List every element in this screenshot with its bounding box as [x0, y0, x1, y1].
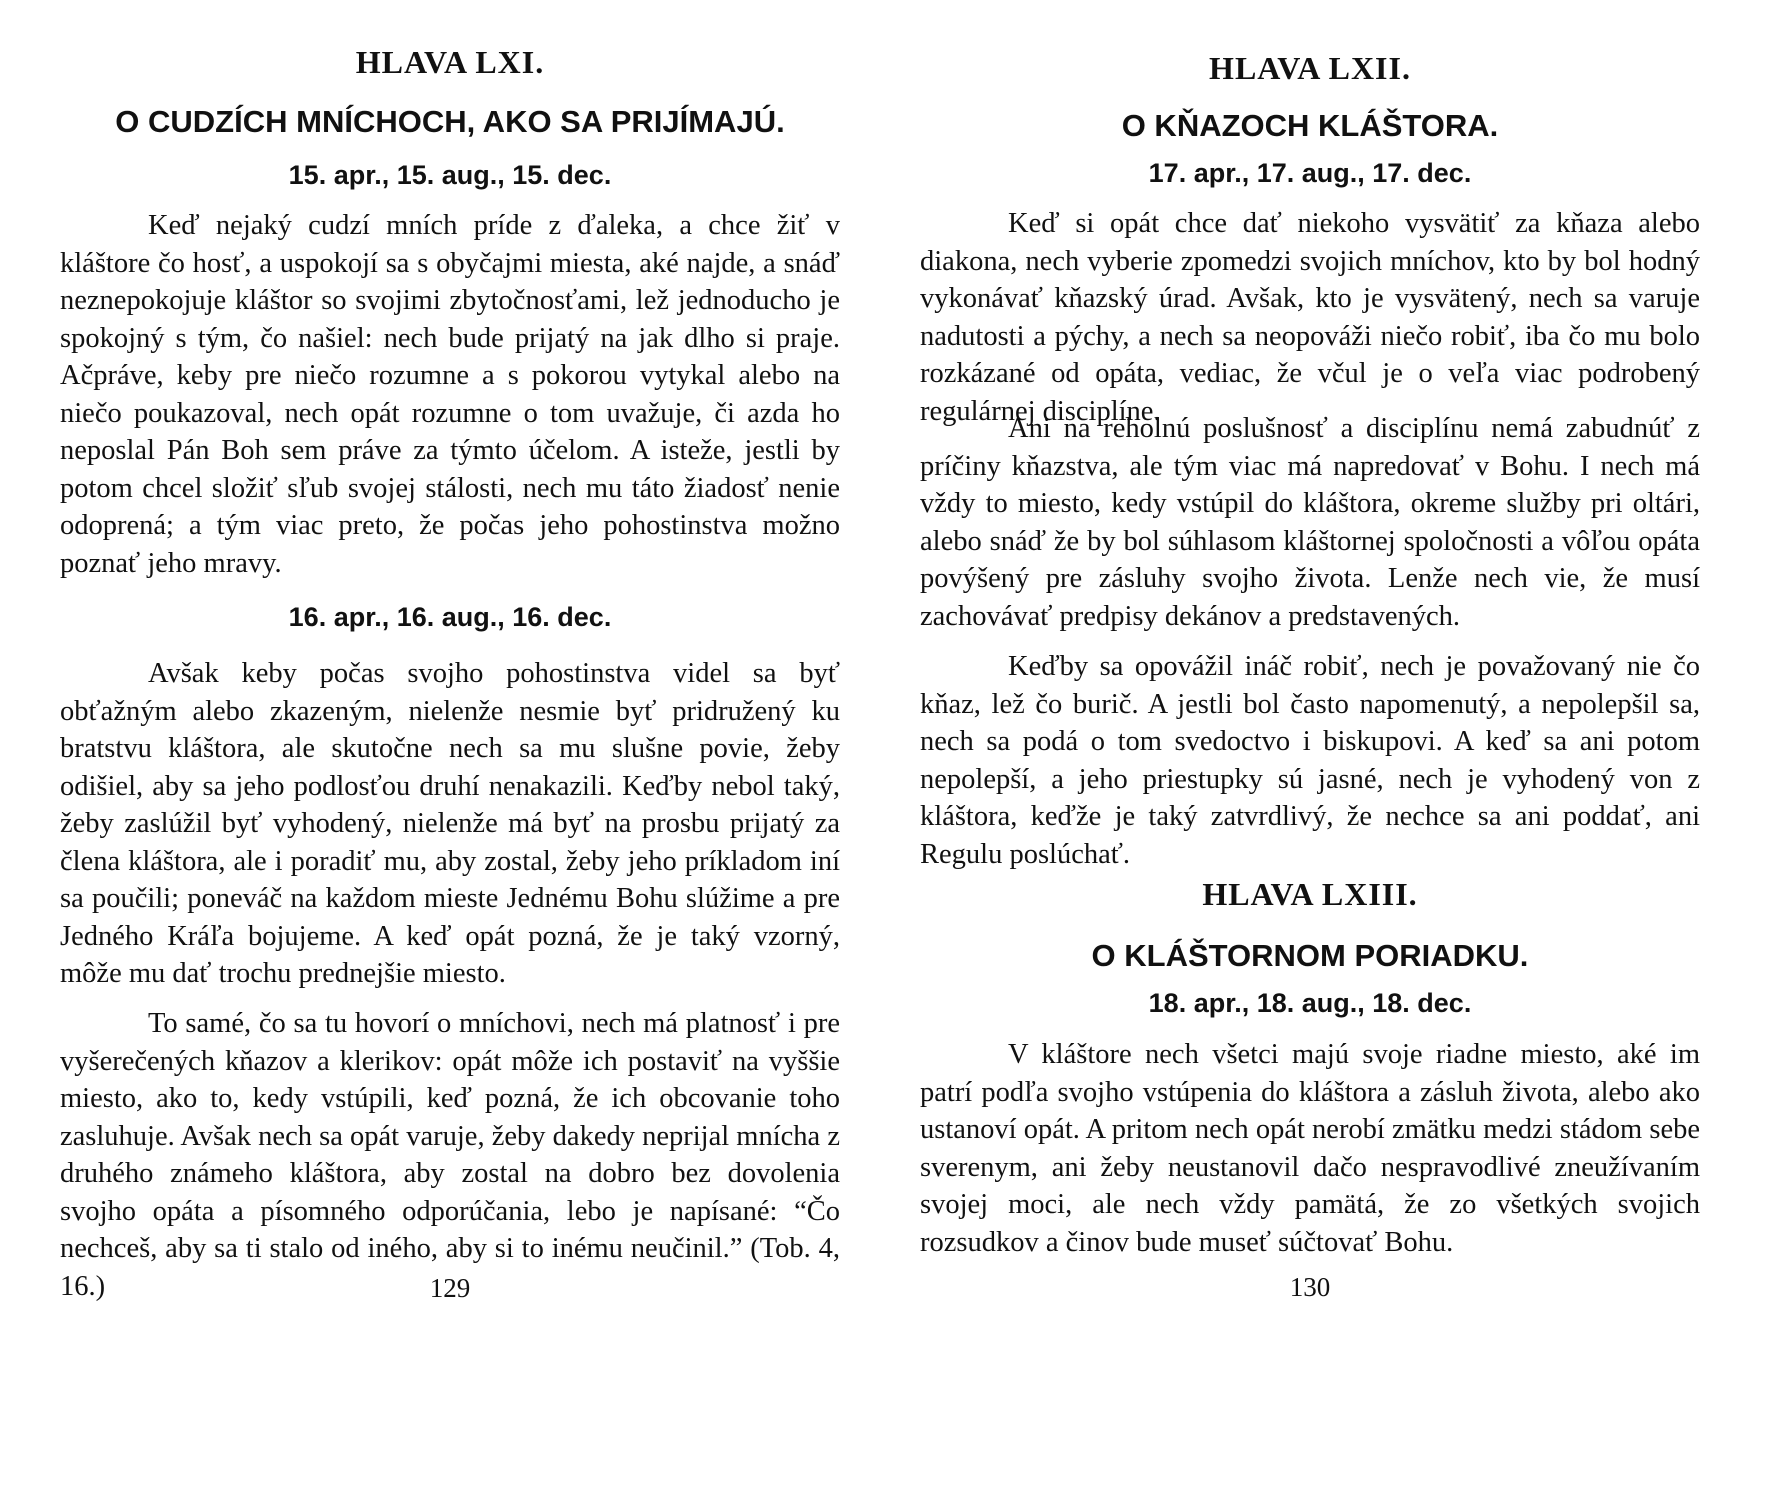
chapter-title: O KLÁŠTORNOM PORIADKU. [1091, 938, 1529, 973]
page-number: 130 [1289, 1272, 1331, 1302]
paragraph: Keďby sa opovážil ináč robiť, nech je považovaný nie čo kňaz, lež čo burič. A jestli bol často napomenutý, a nepolepšil sa, nech sa podá o tom svedoctvo i biskupovi. A keď sa ani potom nepolepší, a jeho priestupky sú jasné, nech je vyhodený von z kláštora, keďže je taký zatvrdlivý, že nechce sa ani poddať, ani Regulu poslúchať. [920, 651, 1700, 870]
chapter-title: O KŇAZOCH KLÁŠTORA. [1121, 108, 1499, 143]
chapter-label: HLAVA LXI. [355, 44, 545, 80]
left-page [60, 0, 840, 1500]
date-heading: 16. apr., 16. aug., 16. dec. [288, 602, 612, 632]
page-number: 129 [429, 1273, 471, 1303]
date-heading: 17. apr., 17. aug., 17. dec. [1148, 158, 1472, 188]
date-heading: 18. apr., 18. aug., 18. dec. [1148, 988, 1472, 1018]
paragraph: To samé, čo sa tu hovorí o mníchovi, nech má platnosť i pre vyšerečených kňazov a klerikov: opát môže ich postaviť na vyššie miesto, ako to, kedy vstúpili, keď pozná, že ich obcovanie toho zasluhuje. Avšak nech sa opát varuje, žeby dakedy neprijal mnícha z druhého známeho kláštora, aby zostal na dobro bez dovolenia svojho opáta a písomného odporúčania, lebo je napísané: “Čo nechceš, aby sa ti stalo od iného, aby si to inému neučinil.” (Tob. 4, 16.) [60, 1008, 840, 1302]
paragraph: Keď nejaký cudzí mních príde z ďaleka, a chce žiť v kláštore čo hosť, a uspokojí sa s obyčajmi miesta, aké najde, a snáď neznepokojuje kláštor so svojimi zbytočnosťami, lež jednoducho je spokojný s tým, čo našiel: nech bude prijatý na jak dlho si praje. Ačpráve, keby pre niečo rozumne a s pokorou vytykal alebo na niečo poukazoval, nech opát rozumne o tom uvažuje, či azda ho neposlal Pán Boh sem práve za týmto účelom. A isteže, jestli by potom chcel složiť sľub svojej stálosti, nech mu táto žiadosť nenie odoprená; a tým viac preto, že počas jeho pohostinstva možno poznať jeho mravy. [60, 210, 840, 579]
chapter-title: O CUDZÍCH MNÍCHOCH, AKO SA PRIJÍMAJÚ. [115, 104, 785, 139]
paragraph: Avšak keby počas svojho pohostinstva videl sa byť obťažným alebo zkazeným, nielenže nesmie byť pridružený ku bratstvu kláštora, ale skutočne nech sa mu slušne povie, žeby odišiel, aby sa jeho podlosťou druhí nenakazili. Keďby nebol taký, žeby zaslúžil byť vyhodený, nielenže má byť na prosbu prijatý za člena kláštora, ale i poradiť mu, aby zostal, žeby jeho príkladom iní sa poučili; poneváč na každom mieste Jednému Bohu slúžime a pre Jedného Kráľa bojujeme. A keď opát pozná, že je taký vzorný, môže mu dať trochu prednejšie miesto. [60, 658, 840, 989]
paragraph: Ani na reholnú poslušnosť a disciplínu nemá zabudnúť z príčiny kňazstva, ale tým viac má napredovať v Bohu. I nech má vždy to miesto, kedy vstúpil do kláštora, okreme služby pri oltári, alebo snáď že by bol súhlasom kláštornej spoločnosti a vôľou opáta povýšený pre zásluhy svojho života. Lenže nech vie, že musí zachovávať predpisy dekánov a predstavených. [920, 413, 1700, 632]
paragraph: Keď si opát chce dať niekoho vysvätiť za kňaza alebo diakona, nech vyberie zpomedzi svojich mníchov, kto by bol hodný vykonávať kňazský úrad. Avšak, kto je vysvätený, nech sa varuje nadutosti a pýchy, a nech sa neopováži niečo robiť, iba čo mu bolo rozkázané od opáta, vediac, že včul je o veľa viac podrobený regulárnej disciplíne. [920, 208, 1700, 427]
date-heading: 15. apr., 15. aug., 15. dec. [288, 160, 612, 190]
paragraph: V kláštore nech všetci majú svoje riadne miesto, aké im patrí podľa svojho vstúpenia do kláštora a zásluh života, alebo ako ustanoví opát. A pritom nech opát nerobí zmätku medzi stádom sebe sverenym, ani žeby neustanovil dačo nespravodlivé zneužívaním svojej moci, ale nech vždy pamätá, že zo všetkých svojich rozsudkov a činov bude museť súčtovať Bohu. [920, 1039, 1700, 1258]
right-page [920, 0, 1700, 1500]
chapter-label: HLAVA LXIII. [1202, 876, 1418, 912]
chapter-label: HLAVA LXII. [1209, 50, 1411, 86]
